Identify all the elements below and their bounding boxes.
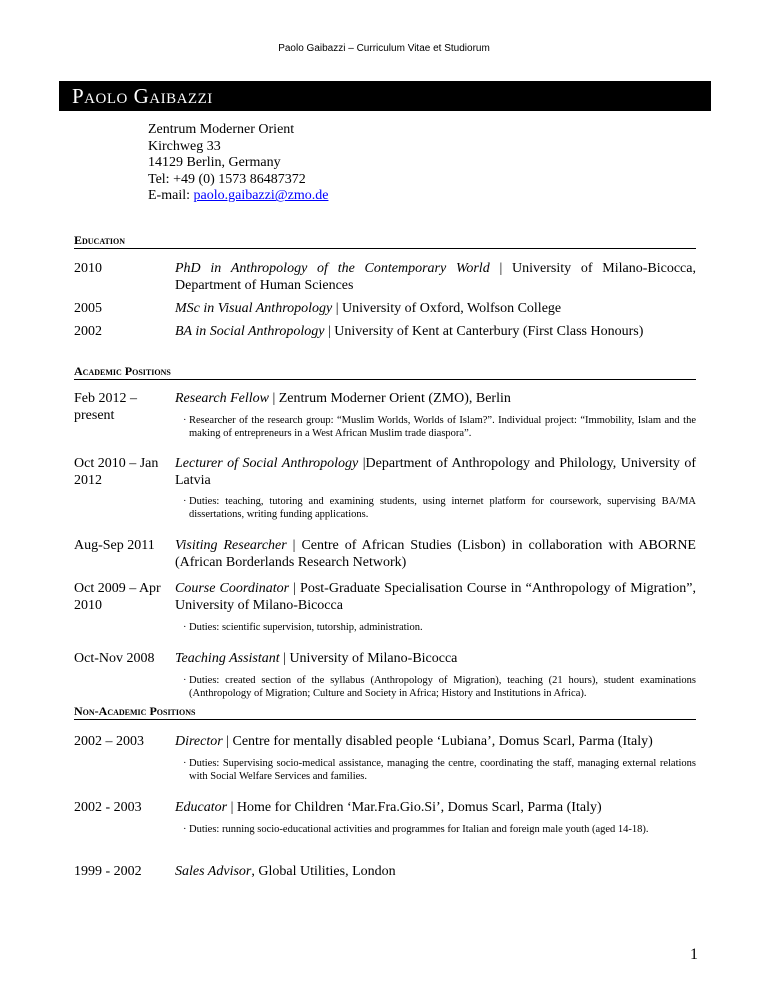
entry-detail: | Zentrum Moderner Orient (ZMO), Berlin <box>268 391 511 406</box>
entry-text <box>175 650 696 667</box>
entry-text <box>175 323 696 340</box>
entry-detail: | Centre for mentally disabled people ‘Lubiana’, Domus Scarl, Parma (Italy) <box>222 734 653 749</box>
entry-detail: | University of Milano-Bicocca <box>279 651 458 666</box>
entry-date: Oct 2010 – Jan 2012 <box>74 456 159 488</box>
bullet: · <box>183 622 187 633</box>
note-text: Duties: Supervising socio-medical assistance, managing the centre, coordinating the staff, managing external relations with Social Welfare Services and families. <box>189 758 696 782</box>
section-title-academic: Academic Positions <box>74 364 171 378</box>
entry-date: Aug-Sep 2011 <box>74 538 155 553</box>
entry-note <box>183 621 696 634</box>
entry-date: 2010 <box>74 261 102 276</box>
section-title-education: Education <box>74 233 125 247</box>
bullet: · <box>183 824 187 835</box>
entry-text <box>175 537 696 571</box>
address-line: Kirchweg 33 <box>148 138 221 154</box>
phone-line: Tel: +49 (0) 1573 86487372 <box>148 171 306 187</box>
email-link[interactable]: paolo.gaibazzi@zmo.de <box>193 188 329 204</box>
entry-text <box>175 799 696 816</box>
section-rule <box>74 379 696 380</box>
bullet: · <box>183 496 187 507</box>
entry-role: BA in Social Anthropology <box>175 324 325 339</box>
entry-note <box>183 674 696 700</box>
entry-text <box>175 390 696 407</box>
entry-text <box>175 455 696 489</box>
entry-role: Director <box>175 734 223 749</box>
page-number: 1 <box>690 946 698 963</box>
entry-date: 2002 <box>74 324 102 339</box>
entry-text <box>175 300 696 317</box>
entry-role: Course Coordinator <box>175 581 290 596</box>
email-line <box>148 188 328 205</box>
entry-note <box>183 495 696 521</box>
entry-date: 2005 <box>74 301 102 316</box>
contact-block <box>148 122 328 205</box>
entry-text <box>175 260 696 294</box>
entry-date: Oct 2009 – Apr 2010 <box>74 581 161 613</box>
bullet: · <box>183 415 187 426</box>
entry-role: MSc in Visual Anthropology <box>175 301 333 316</box>
bullet: · <box>183 675 187 686</box>
section-rule <box>74 248 696 249</box>
running-header: Paolo Gaibazzi – Curriculum Vitae et Studiorum <box>278 43 490 54</box>
note-text: Researcher of the research group: “Muslim Worlds, Worlds of Islam?”. Individual project: “Immobility, Islam and the making of entrepreneurs in a West African Muslim trade diaspora”. <box>189 415 696 439</box>
note-text: Duties: created section of the syllabus (Anthropology of Migration), teaching (21 hours), student examinations (Anthropology of Migration; Culture and Society in Africa; History and Institutions in Africa). <box>189 675 696 699</box>
entry-note <box>183 757 696 783</box>
note-text: Duties: teaching, tutoring and examining students, using internet platform for coursework, supervising BA/MA dissertations, writing funding applications. <box>189 496 696 520</box>
entry-role: PhD in Anthropology of the Contemporary World <box>175 261 490 276</box>
entry-text <box>175 863 696 880</box>
entry-note <box>183 823 696 836</box>
entry-role: Visiting Researcher <box>175 538 287 553</box>
entry-date: Oct-Nov 2008 <box>74 651 155 666</box>
bullet: · <box>183 758 187 769</box>
entry-date: 1999 - 2002 <box>74 864 142 879</box>
entry-text <box>175 580 696 614</box>
entry-note <box>183 414 696 440</box>
entry-detail: |Department of Anthropology and Philology, University of Latvia <box>175 456 696 488</box>
entry-date: Feb 2012 – present <box>74 391 137 423</box>
entry-text <box>175 733 696 750</box>
entry-detail: | Centre of African Studies (Lisbon) in collaboration with ABORNE (African Borderlands Research Network) <box>175 538 696 570</box>
section-rule <box>74 719 696 720</box>
entry-detail: | University of Milano-Bicocca, Department of Human Sciences <box>175 261 696 293</box>
entry-detail: | University of Kent at Canterbury (First Class Honours) <box>324 324 644 339</box>
section-title-nonacademic: Non-Academic Positions <box>74 704 196 718</box>
entry-role: Teaching Assistant <box>175 651 280 666</box>
name-banner <box>59 81 711 111</box>
note-text: Duties: scientific supervision, tutorship, administration. <box>189 622 423 633</box>
entry-detail: | Home for Children ‘Mar.Fra.Gio.Si’, Domus Scarl, Parma (Italy) <box>227 800 602 815</box>
entry-role: Research Fellow <box>175 391 269 406</box>
address-line: 14129 Berlin, Germany <box>148 155 281 171</box>
note-text: Duties: running socio-educational activities and programmes for Italian and foreign male youth (aged 14-18). <box>189 824 649 835</box>
entry-date: 2002 - 2003 <box>74 800 142 815</box>
address-line: Zentrum Moderner Orient <box>148 122 295 137</box>
entry-detail: | University of Oxford, Wolfson College <box>332 301 562 316</box>
entry-role: Educator <box>175 800 228 815</box>
entry-role: Lecturer of Social Anthropology <box>175 456 359 471</box>
entry-date: 2002 – 2003 <box>74 734 144 749</box>
email-label: E-mail: <box>148 188 194 204</box>
entry-detail: , Global Utilities, London <box>251 864 396 879</box>
person-name: Paolo Gaibazzi <box>72 84 213 108</box>
entry-detail: | Post-Graduate Specialisation Course in “Anthropology of Migration”, University of Milano-Bicocca <box>175 581 696 613</box>
entry-role: Sales Advisor <box>175 864 252 879</box>
